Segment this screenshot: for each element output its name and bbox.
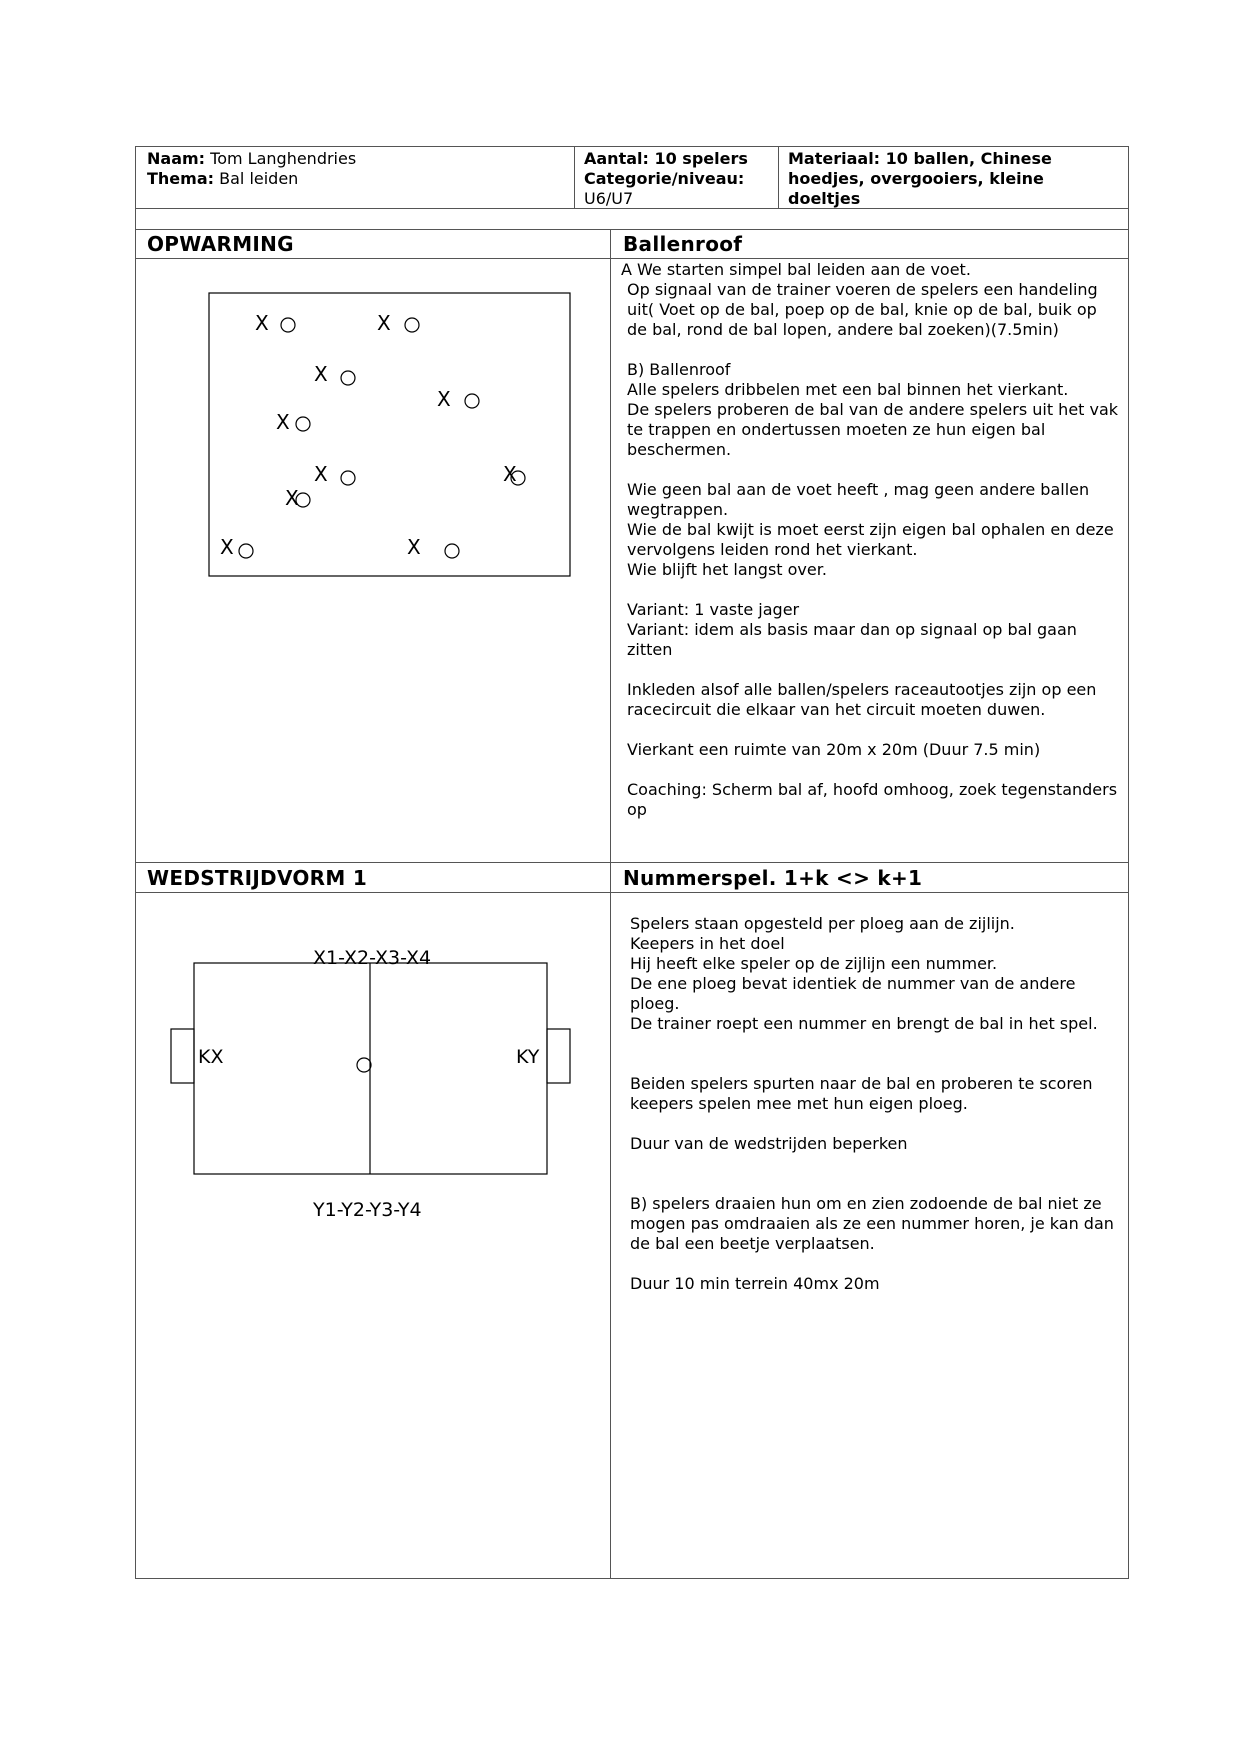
player-x: X bbox=[407, 535, 421, 559]
divider bbox=[574, 147, 575, 208]
divider bbox=[610, 229, 611, 1579]
ball-icon bbox=[281, 318, 295, 332]
player-x: X bbox=[377, 311, 391, 335]
square-field bbox=[209, 293, 570, 576]
match-field-diagram bbox=[136, 893, 610, 1579]
description-paragraph: Wie geen bal aan de voet heeft , mag geen andere ballen wegtrappen. Wie de bal kwijt is moet eerst zijn eigen bal ophalen en deze vervolgens leiden rond het vierkant. Wie blijft het langst over. bbox=[627, 480, 1114, 579]
section1-left-title: OPWARMING bbox=[147, 232, 294, 256]
keeper-left-label: KX bbox=[198, 1046, 224, 1068]
ball-icon bbox=[405, 318, 419, 332]
aantal-text: Aantal: 10 spelers bbox=[584, 149, 748, 168]
section2-left-title: WEDSTRIJDVORM 1 bbox=[147, 866, 368, 890]
description-paragraph: Beiden spelers spurten naar de bal en proberen te scoren keepers spelen mee met hun eigen ploeg. bbox=[630, 1074, 1093, 1113]
categorie-value: U6/U7 bbox=[584, 189, 634, 208]
ball-icon bbox=[341, 371, 355, 385]
divider bbox=[136, 229, 1128, 230]
categorie-label: Categorie/niveau: bbox=[584, 169, 745, 188]
description-paragraph: Duur 10 min terrein 40mx 20m bbox=[630, 1274, 880, 1293]
thema-value: Bal leiden bbox=[219, 169, 299, 188]
header-material bbox=[788, 149, 1073, 209]
player-x: X bbox=[314, 362, 328, 386]
player-x: X bbox=[255, 311, 269, 335]
header-count-category bbox=[584, 149, 774, 209]
session-sheet bbox=[135, 146, 1129, 1579]
goal-left bbox=[171, 1029, 194, 1083]
header-name-theme bbox=[147, 149, 567, 189]
description-paragraph: Op signaal van de trainer voeren de spelers een handeling uit( Voet op de bal, poep op de bal, knie op de bal, buik op de bal, rond de bal lopen, andere bal zoeken)(7.5min) bbox=[627, 280, 1098, 339]
goal-right bbox=[547, 1029, 570, 1083]
naam-value: Tom Langhendries bbox=[210, 149, 357, 168]
player-x: X bbox=[314, 462, 328, 486]
ball-icon bbox=[357, 1058, 371, 1072]
thema-label: Thema: bbox=[147, 169, 215, 188]
description-paragraph bbox=[630, 1174, 1120, 1194]
description-paragraph: B) spelers draaien hun om en zien zodoende de bal niet ze mogen pas omdraaien als ze een nummer horen, je kan dan de bal een beetje verplaatsen. bbox=[630, 1194, 1114, 1253]
warmup-field-diagram bbox=[136, 259, 610, 862]
divider bbox=[778, 147, 779, 208]
section1-description bbox=[621, 260, 1121, 840]
naam-label: Naam: bbox=[147, 149, 206, 168]
description-paragraph: Spelers staan opgesteld per ploeg aan de zijlijn. Keepers in het doel Hij heeft elke speler op de zijlijn een nummer. De ene ploeg bevat identiek de nummer van de andere ploeg. De trainer roept een nummer en brengt de bal in het spel. bbox=[630, 914, 1098, 1033]
player-x: X bbox=[220, 535, 234, 559]
player-x: X bbox=[503, 462, 517, 486]
player-x: X bbox=[437, 387, 451, 411]
description-paragraph bbox=[630, 1054, 1120, 1074]
player-x: X bbox=[276, 410, 290, 434]
ball-icon bbox=[341, 471, 355, 485]
bottom-team-label: Y1-Y2-Y3-Y4 bbox=[313, 1199, 422, 1221]
description-paragraph: Coaching: Scherm bal af, hoofd omhoog, zoek tegenstanders op bbox=[627, 780, 1118, 819]
ball-icon bbox=[239, 544, 253, 558]
section1-right-title: Ballenroof bbox=[623, 232, 743, 256]
ball-icon bbox=[445, 544, 459, 558]
description-paragraph: B) Ballenroof Alle spelers dribbelen met een bal binnen het vierkant. De spelers proberen de bal van de andere spelers uit het vak te trappen en ondertussen moeten ze hun eigen bal beschermen. bbox=[627, 360, 1119, 459]
section2-description bbox=[630, 914, 1120, 1314]
ball-icon bbox=[296, 417, 310, 431]
materiaal-text: Materiaal: 10 ballen, Chinese hoedjes, overgooiers, kleine doeltjes bbox=[788, 149, 1052, 208]
keeper-right-label: KY bbox=[516, 1046, 540, 1068]
description-paragraph: A We starten simpel bal leiden aan de voet. bbox=[621, 260, 971, 279]
player-x: X bbox=[285, 486, 299, 510]
ball-icon bbox=[465, 394, 479, 408]
top-team-label: X1-X2-X3-X4 bbox=[313, 947, 432, 969]
description-paragraph: Duur van de wedstrijden beperken bbox=[630, 1134, 908, 1153]
description-paragraph: Vierkant een ruimte van 20m x 20m (Duur 7.5 min) bbox=[627, 740, 1041, 759]
description-paragraph: Inkleden alsof alle ballen/spelers raceautootjes zijn op een racecircuit die elkaar van het circuit moeten duwen. bbox=[627, 680, 1097, 719]
divider bbox=[136, 862, 1128, 863]
description-paragraph: Variant: 1 vaste jager Variant: idem als basis maar dan op signaal op bal gaan zitten bbox=[627, 600, 1077, 659]
section2-right-title: Nummerspel. 1+k <> k+1 bbox=[623, 866, 923, 890]
